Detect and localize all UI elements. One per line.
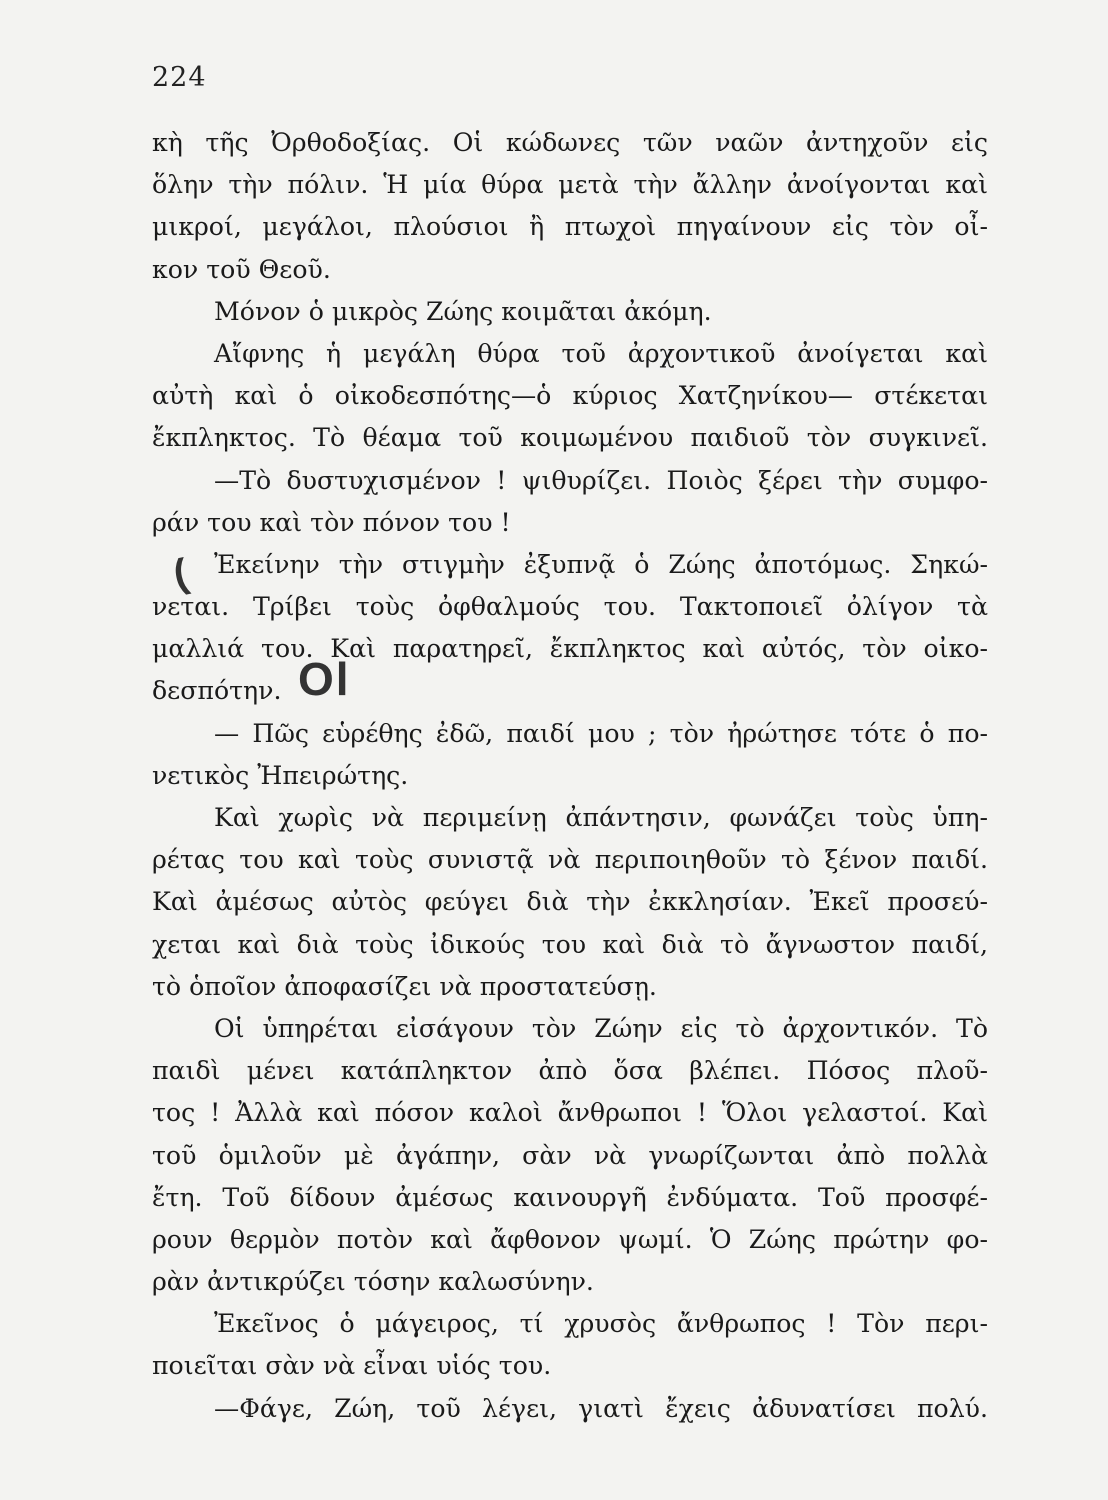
text-line: κον τοῦ Θεοῦ. <box>152 254 331 284</box>
text-line: τὸ ὁποῖον ἀποφασίζει νὰ προστατεύσῃ. <box>152 971 657 1001</box>
text-line: —Τὸ δυστυχισμένον ! ψιθυρίζει. Ποιὸς ξέρει τὴν συμφο- <box>214 465 988 495</box>
text-line: μαλλιά του. Καὶ παρατηρεῖ, ἔκπληκτος καὶ αὐτός, τὸν οἰκο- <box>152 634 988 664</box>
text-line: ρουν θερμὸν ποτὸν καὶ ἄφθονον ψωμί. Ὁ Ζώης πρώτην φο- <box>152 1224 988 1254</box>
text-line: Μόνον ὁ μικρὸς Ζώης κοιμᾶται ἀκόμη. <box>214 296 712 326</box>
text-line: δεσπότην. <box>152 676 282 706</box>
text-line: —Φάγε, Ζώη, τοῦ λέγει, γιατὶ ἔχεις ἀδυνατίσει πολύ. <box>214 1393 988 1423</box>
text-line: νετικὸς Ἠπειρώτης. <box>152 760 409 790</box>
text-line: κὴ τῆς Ὀρθοδοξίας. Οἱ κώδωνες τῶν ναῶν ἀντηχοῦν εἰς <box>152 128 988 157</box>
text-line: Καὶ ἀμέσως αὐτὸς φεύγει διὰ τὴν ἐκκλησίαν. Ἐκεῖ προσεύ- <box>152 887 988 917</box>
text-line: Αἴφνης ἡ μεγάλη θύρα τοῦ ἀρχοντικοῦ ἀνοίγεται καὶ <box>214 338 988 368</box>
text-line: ποιεῖται σὰν νὰ εἶναι υἱός του. <box>152 1351 552 1381</box>
text-line: χεται καὶ διὰ τοὺς ἰδικούς του καὶ διὰ τὸ ἄγνωστον παιδί, <box>152 929 988 959</box>
text-line: Ἐκείνην τὴν στιγμὴν ἐξυπνᾷ ὁ Ζώης ἀποτόμως. Σηκώ- <box>214 549 988 579</box>
text-line: τοῦ ὁμιλοῦν μὲ ἀγάπην, σὰν νὰ γνωρίζωνται ἀπὸ πολλὰ <box>152 1140 988 1170</box>
text-line: ἔκπληκτος. Τὸ θέαμα τοῦ κοιμωμένου παιδιοῦ τὸν συγκινεῖ. <box>152 423 988 453</box>
text-line: παιδὶ μένει κατάπληκτον ἀπὸ ὅσα βλέπει. Πόσος πλοῦ- <box>152 1056 988 1086</box>
text-line: μικροί, μεγάλοι, πλούσιοι ἢ πτωχοὶ πηγαίνουν εἰς τὸν οἶ- <box>152 212 988 242</box>
text-line: Καὶ χωρὶς νὰ περιμείνῃ ἀπάντησιν, φωνάζει τοὺς ὑπη- <box>214 803 988 832</box>
text-line: ρὰν ἀντικρύζει τόσην καλωσύνην. <box>152 1267 594 1297</box>
text-line: ἔτη. Τοῦ δίδουν ἀμέσως καινουργῆ ἐνδύματα. Τοῦ προσφέ- <box>152 1182 988 1212</box>
text-line: αὐτὴ καὶ ὁ οἰκοδεσπότης—ὁ κύριος Χατζηνίκου— στέκεται <box>152 381 988 411</box>
handwritten-margin-mark: ( <box>169 551 192 597</box>
body-text <box>152 122 988 1430</box>
text-line: ὅλην τὴν πόλιν. Ἡ μία θύρα μετὰ τὴν ἄλλην ἀνοίγονται καὶ <box>152 170 988 200</box>
text-line: Ἐκεῖνος ὁ μάγειρος, τί χρυσὸς ἄνθρωπος ! Τὸν περι- <box>214 1309 988 1339</box>
handwritten-inline-mark: Ol <box>298 653 351 705</box>
text-line: τος ! Ἀλλὰ καὶ πόσον καλοὶ ἄνθρωποι ! Ὅλοι γελαστοί. Καὶ <box>152 1098 988 1128</box>
page-number: 224 <box>152 62 207 93</box>
text-line: — Πῶς εὑρέθης ἐδῶ, παιδί μου ; τὸν ἠρώτησε τότε ὁ πο- <box>214 718 988 748</box>
text-line: ρέτας του καὶ τοὺς συνιστᾷ νὰ περιποιηθοῦν τὸ ξένον παιδί. <box>152 845 988 875</box>
text-line: ράν του καὶ τὸν πόνον του ! <box>152 507 511 537</box>
text-line: Οἱ ὑπηρέται εἰσάγουν τὸν Ζώην εἰς τὸ ἀρχοντικόν. Τὸ <box>214 1013 988 1043</box>
text-line: νεται. Τρίβει τοὺς ὀφθαλμούς του. Τακτοποιεῖ ὀλίγον τὰ <box>152 592 988 622</box>
